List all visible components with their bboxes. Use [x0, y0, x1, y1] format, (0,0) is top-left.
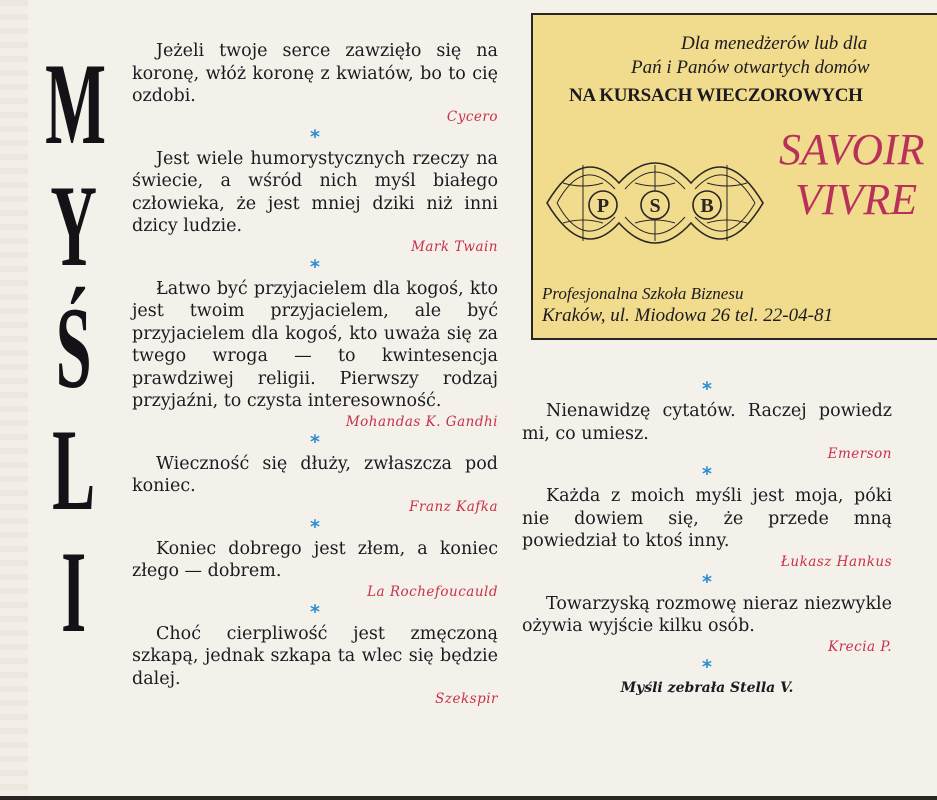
- title-letter: M: [45, 40, 105, 169]
- bottom-rule: [0, 796, 937, 800]
- asterisk-separator-icon: *: [702, 463, 712, 485]
- left-quotes-column: [132, 40, 498, 708]
- ad-line-2: Pań i Panów otwartych domów: [631, 57, 870, 78]
- logo-letter-s: S: [649, 195, 661, 217]
- asterisk-separator-icon: *: [310, 430, 320, 453]
- quote-text: Łatwo być przyjacielem dla kogoś, kto jest twoim przyjacielem, ale być przyjacielem dla kogoś, kto uważa się za twego wroga — to kwintesencja prawdziwej religii. Pierwszy rodzaj przyjaźni, to czysta interesowność.: [132, 278, 498, 411]
- quote-author: Cycero: [446, 108, 498, 125]
- quote-text: Jest wiele humorystycznych rzeczy na świecie, a wśród nich myśl białego człowieka, że jest mniej dziki niż inni dzicy ludzie.: [132, 148, 498, 236]
- collector-credit: Myśli zebrała Stella V.: [620, 679, 794, 696]
- asterisk-separator-icon: *: [702, 655, 712, 678]
- quote-text: Koniec dobrego jest złem, a koniec złego — dobrem.: [132, 538, 498, 581]
- asterisk-separator-icon: *: [310, 600, 320, 623]
- psb-globes-logo-icon: [543, 143, 775, 273]
- quote-author: Franz Kafka: [409, 498, 498, 515]
- logo-letter-p: P: [596, 195, 610, 217]
- title-vertical-mysli: [28, 40, 118, 657]
- quote-author: Szekspir: [435, 691, 498, 707]
- asterisk-separator-icon: *: [702, 378, 712, 400]
- quote-author: Krecia P.: [828, 638, 892, 655]
- quote-text: Nienawidzę cytatów. Raczej powiedz mi, co umiesz.: [522, 401, 892, 444]
- title-letter: Ś: [55, 284, 91, 413]
- ad-line-3: NA KURSACH WIECZOROWYCH: [569, 85, 863, 106]
- quote-author: Emerson: [827, 446, 892, 462]
- savoir-vivre-advertisement: [531, 13, 937, 340]
- quote-text: Wieczność się dłuży, zwłaszcza pod koniec.: [132, 453, 498, 496]
- title-letter: Y: [50, 162, 96, 291]
- quote-author: La Rochefoucauld: [367, 583, 498, 600]
- quote-text: Choć cierpliwość jest zmęczoną szkapą, jednak szkapa ta wlec się będzie dalej.: [132, 623, 498, 689]
- quote-text: Towarzyską rozmowę nieraz niezwykle ożywia wyjście kilku osób.: [522, 593, 892, 636]
- asterisk-separator-icon: *: [310, 255, 320, 278]
- quote-author: Mohandas K. Gandhi: [345, 413, 498, 430]
- school-contact: [542, 283, 833, 327]
- page-edge-shadow: [0, 0, 28, 800]
- title-letter: L: [52, 406, 94, 535]
- asterisk-separator-icon: *: [702, 570, 712, 593]
- school-address: Kraków, ul. Miodowa 26 tel. 22-04-81: [542, 305, 833, 326]
- quote-author: Mark Twain: [411, 238, 498, 255]
- asterisk-separator-icon: *: [310, 125, 320, 148]
- asterisk-separator-icon: *: [310, 515, 320, 538]
- logo-letter-b: B: [700, 195, 714, 217]
- quote-text: Każda z moich myśli jest moja, póki nie dowiem się, że przede mną powiedział to ktoś inny.: [522, 486, 892, 551]
- school-name: Profesjonalna Szkoła Biznesu: [542, 284, 744, 303]
- quote-author: Łukasz Hankus: [780, 553, 892, 570]
- right-quotes-column: [522, 378, 892, 696]
- quote-text: Jeżeli twoje serce zawzięło się na koronę, włóż koronę z kwiatów, bo to cię ozdobi.: [132, 41, 498, 106]
- title-letter: I: [61, 528, 85, 657]
- ad-line-1: Dla menedżerów lub dla: [681, 33, 868, 54]
- brand-savoir-vivre: SAVOIR VIVRE: [779, 125, 925, 224]
